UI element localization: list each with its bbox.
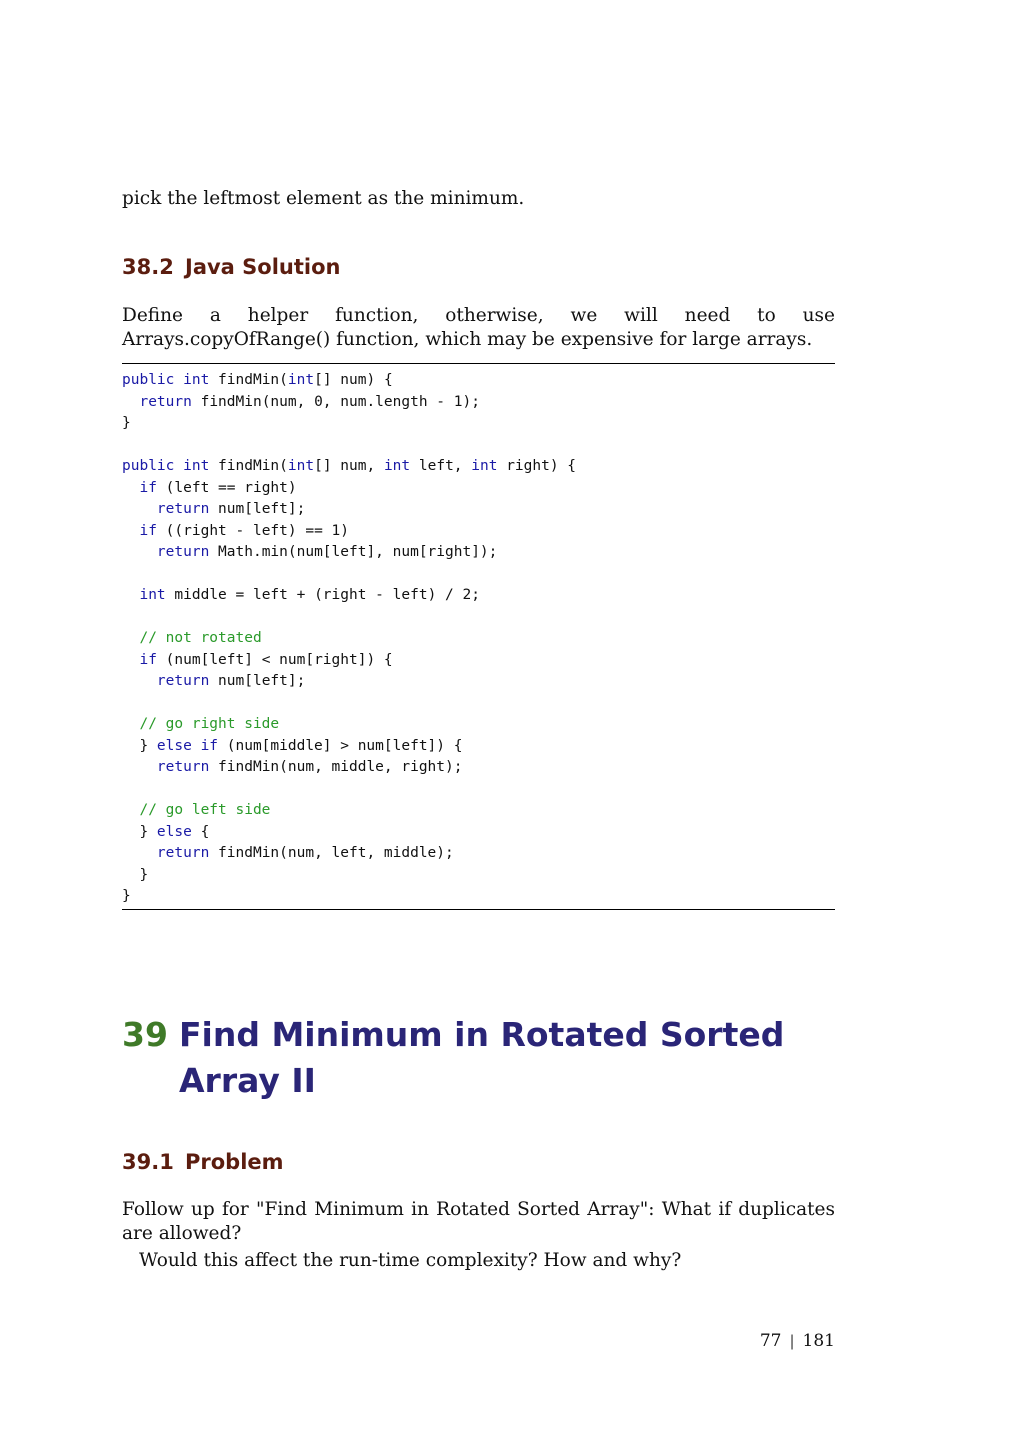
code-line <box>122 716 279 732</box>
code-text: { <box>191 823 210 840</box>
code-keyword: int <box>183 372 210 388</box>
code-comment: // not rotated <box>139 630 262 646</box>
code-line <box>122 458 576 474</box>
code-text: ((right - left) == 1) <box>156 522 349 539</box>
code-keyword: else <box>156 823 192 840</box>
page-total: 181 <box>802 1331 835 1351</box>
code-keyword: int <box>383 458 411 474</box>
code-line <box>122 523 349 539</box>
code-keyword: if <box>139 522 157 539</box>
code-keyword: return <box>156 759 210 775</box>
section-title: Problem <box>185 1150 284 1174</box>
code-text: middle = left + (right - left) / 2; <box>165 587 480 603</box>
code-text <box>122 845 157 861</box>
intro-paragraph: pick the leftmost element as the minimum. <box>122 188 525 209</box>
code-text <box>122 587 139 603</box>
code-line <box>122 544 497 560</box>
code-comment: // go right side <box>139 716 280 732</box>
code-text <box>122 480 139 496</box>
code-line <box>122 738 462 754</box>
code-line <box>122 845 454 861</box>
code-text <box>122 544 157 560</box>
code-text: left, <box>410 458 472 474</box>
code-keyword: if <box>139 651 157 668</box>
code-text: } <box>122 866 149 883</box>
code-text <box>122 673 157 689</box>
code-keyword: int <box>183 458 210 474</box>
code-line <box>122 587 480 603</box>
code-line <box>122 394 480 410</box>
code-keyword: else if <box>156 737 219 754</box>
code-keyword: int <box>287 458 315 474</box>
code-text: findMin( <box>209 372 288 388</box>
code-text <box>122 523 139 539</box>
code-text: findMin( <box>209 458 288 474</box>
code-text: Math.min(num[left], num[right]); <box>209 544 498 560</box>
code-keyword: if <box>139 479 157 496</box>
code-text <box>122 652 139 668</box>
section-number: 39.1 <box>122 1150 174 1174</box>
code-text <box>122 802 139 818</box>
section-number: 38.2 <box>122 255 174 279</box>
code-text: } <box>122 415 131 431</box>
chapter-title: Find Minimum in Rotated Sorted Array II <box>179 1015 785 1100</box>
code-line <box>122 415 131 431</box>
code-keyword: return <box>156 673 210 689</box>
code-text: findMin(num, left, middle); <box>209 845 454 861</box>
section-39-1-paragraph: Follow up for "Find Minimum in Rotated Sorted Array": What if duplicates are allowed? <box>122 1199 835 1244</box>
code-comment: // go left side <box>139 802 271 818</box>
code-line <box>122 501 305 517</box>
code-text: [] num) { <box>314 372 393 388</box>
code-text: [] num, <box>314 458 384 474</box>
section-title: Java Solution <box>185 255 341 279</box>
code-text: findMin(num, middle, right); <box>209 759 463 775</box>
code-text: (left == right) <box>156 479 297 496</box>
code-keyword: return <box>139 393 192 410</box>
code-text <box>122 394 139 410</box>
code-line <box>122 867 148 883</box>
code-text: } <box>122 888 131 904</box>
page-footer <box>760 1331 835 1351</box>
code-line <box>122 372 393 388</box>
code-text: (num[left] < num[right]) { <box>156 651 393 668</box>
code-line <box>122 630 262 646</box>
code-text <box>174 372 183 388</box>
code-line <box>122 824 209 840</box>
code-line <box>122 802 270 818</box>
code-keyword: return <box>156 544 210 560</box>
code-keyword: int <box>139 587 166 603</box>
code-text: right) { <box>497 458 577 474</box>
footer-separator: | <box>789 1332 795 1350</box>
code-text: findMin(num, 0, num.length - 1); <box>191 393 480 410</box>
code-keyword: int <box>287 372 315 388</box>
code-line <box>122 888 131 904</box>
code-keyword: public <box>122 458 175 474</box>
code-keyword: public <box>122 372 175 388</box>
code-keyword: return <box>156 501 210 517</box>
code-text: num[left]; <box>209 673 306 689</box>
section-38-2-paragraph: Define a helper function, otherwise, we will need to use Arrays.copyOfRange() function, which may be expensive for large arrays. <box>122 305 835 350</box>
code-line <box>122 759 462 775</box>
code-text <box>122 716 139 732</box>
section-heading-38-2 <box>122 255 340 279</box>
code-text <box>174 458 183 474</box>
code-text <box>122 501 157 517</box>
section-39-1-paragraph-2: Would this affect the run-time complexity? How and why? <box>139 1250 682 1271</box>
code-keyword: int <box>471 458 498 474</box>
code-text: } <box>122 737 157 754</box>
code-text <box>122 630 139 646</box>
code-text <box>122 759 157 775</box>
code-listing <box>122 363 835 910</box>
code-line <box>122 480 297 496</box>
code-text: num[left]; <box>209 501 306 517</box>
code-keyword: return <box>156 845 210 861</box>
section-heading-39-1 <box>122 1150 284 1174</box>
code-line <box>122 673 305 689</box>
code-line <box>122 652 393 668</box>
chapter-number: 39 <box>122 1015 168 1054</box>
java-code <box>122 370 576 908</box>
page-number: 77 <box>759 1331 782 1351</box>
code-text: } <box>122 823 157 840</box>
code-text: (num[middle] > num[left]) { <box>218 737 463 754</box>
